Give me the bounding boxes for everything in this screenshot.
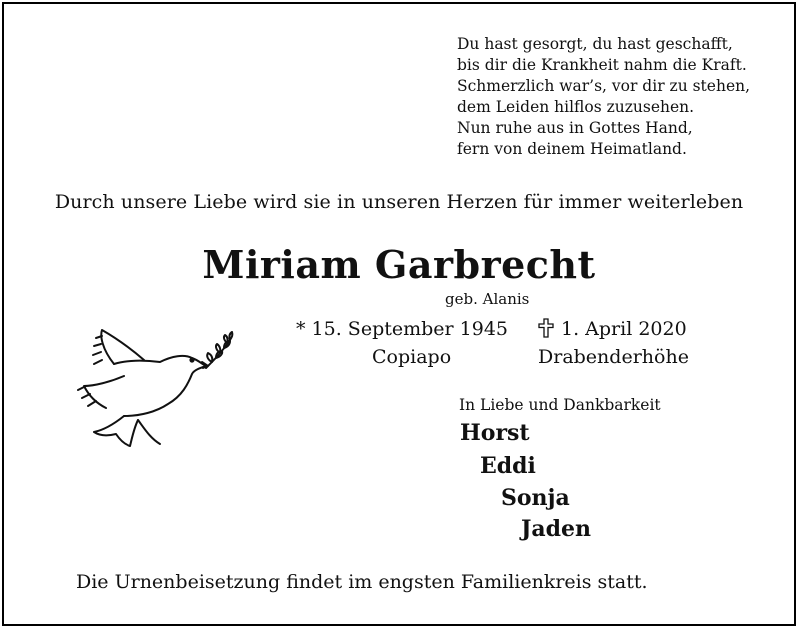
dove-with-olive-branch-icon: [64, 324, 244, 454]
deceased-name: Miriam Garbrecht: [202, 242, 596, 287]
family-member-name: Sonja: [501, 485, 570, 511]
funeral-note: Die Urnenbeisetzung findet im engsten Familienkreis statt.: [76, 571, 648, 593]
death-place: Drabenderhöhe: [538, 346, 689, 368]
death-date-line: [537, 318, 687, 340]
death-date: 1. April 2020: [561, 318, 687, 340]
obituary-frame: [2, 2, 796, 626]
birth-place: Copiapo: [372, 346, 452, 368]
poem-line: Nun ruhe aus in Gottes Hand,: [457, 119, 693, 137]
family-member-name: Eddi: [480, 453, 536, 479]
dedication: In Liebe und Dankbarkeit: [459, 396, 661, 414]
cross-icon: [537, 318, 555, 338]
poem-line: Du hast gesorgt, du hast geschafft,: [457, 35, 733, 53]
birth-symbol: *: [296, 318, 306, 340]
poem: [457, 34, 750, 160]
poem-line: fern von deinem Heimatland.: [457, 140, 687, 158]
maiden-name: geb. Alanis: [445, 290, 530, 308]
birth-date-line: [296, 318, 508, 340]
family-member-name: Horst: [460, 420, 530, 446]
poem-line: dem Leiden hilflos zuzusehen.: [457, 98, 695, 116]
poem-line: bis dir die Krankheit nahm die Kraft.: [457, 56, 747, 74]
family-member-name: Jaden: [521, 516, 592, 542]
birth-date: 15. September 1945: [311, 318, 509, 340]
motto: Durch unsere Liebe wird sie in unseren Herzen für immer weiterleben: [54, 191, 744, 213]
poem-line: Schmerzlich war’s, vor dir zu stehen,: [457, 77, 751, 95]
